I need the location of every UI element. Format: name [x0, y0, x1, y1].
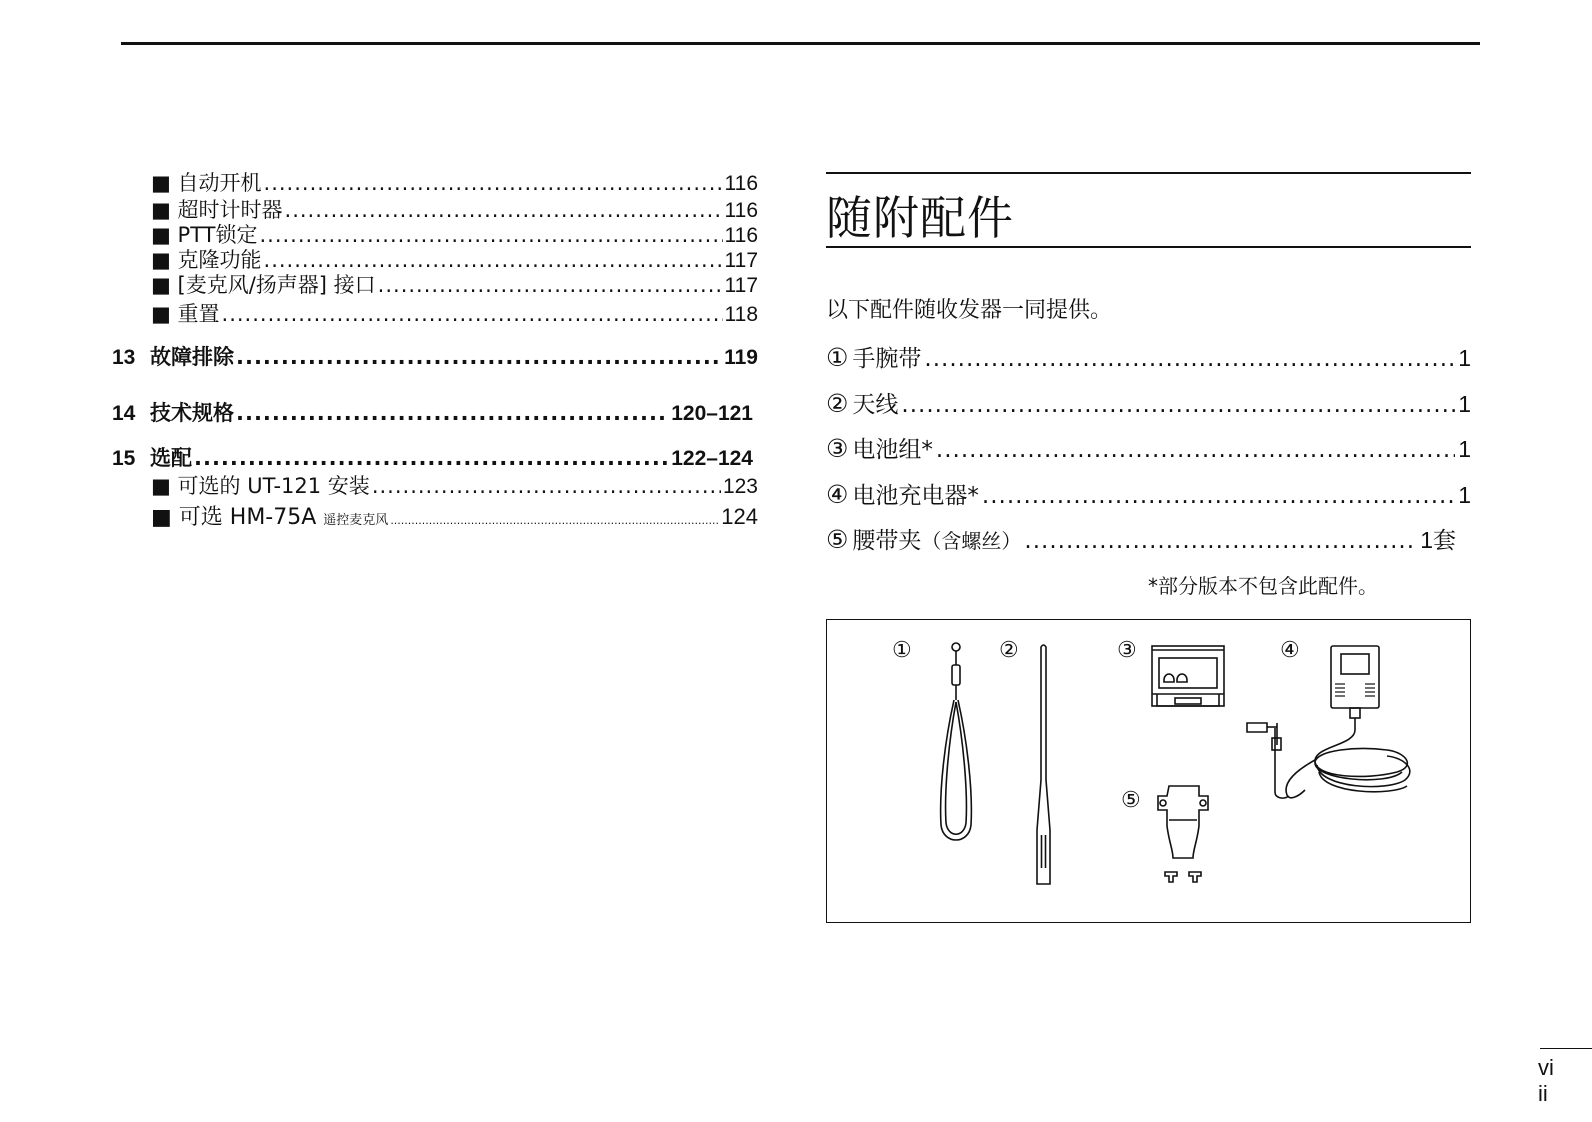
item-name: 电池组*	[852, 437, 933, 463]
toc-leader-dots	[259, 222, 722, 248]
antenna-drawing	[1037, 645, 1050, 884]
item-name: 电池充电器*	[852, 483, 979, 509]
figure-label-2: ②	[999, 638, 1019, 663]
page-number-line-2: ii	[1538, 1081, 1548, 1106]
item-marker: ③	[826, 434, 849, 463]
toc-leader-dots	[390, 508, 719, 534]
accessory-item	[826, 525, 1456, 556]
toc-entry-label-small: 遥控麦克风	[323, 513, 389, 528]
accessory-item	[826, 389, 1471, 420]
toc-chapter-number: 13	[112, 346, 136, 369]
toc-chapter-number: 15	[112, 447, 136, 470]
toc-entry[interactable]	[151, 247, 758, 274]
toc-entry[interactable]	[151, 222, 758, 249]
accessories-intro: 以下配件随收发器一同提供。	[826, 298, 1113, 323]
toc-leader-dots	[236, 344, 722, 370]
section-rule-top	[826, 172, 1471, 174]
toc-chapter-page: 119	[724, 346, 758, 369]
page-number-rule	[1540, 1048, 1592, 1049]
toc-leader-dots	[194, 445, 669, 471]
item-marker: ②	[826, 389, 849, 418]
item-qty: 1	[1458, 436, 1471, 462]
leader-dots	[924, 344, 1455, 374]
toc-entry-label: ■ 克隆功能	[151, 247, 262, 273]
toc-entry[interactable]	[151, 504, 758, 534]
item-name: 天线	[852, 392, 899, 418]
toc-entry-label: ■ 重置	[151, 301, 220, 327]
accessory-item	[826, 480, 1471, 511]
item-marker: ⑤	[826, 525, 849, 554]
toc-entry-label: ■ PTT锁定	[151, 222, 257, 248]
item-name: 手腕带	[852, 346, 922, 372]
item-qty: 1	[1458, 345, 1471, 371]
toc-entry[interactable]	[151, 197, 758, 224]
item-name: 腰带夹	[852, 528, 922, 554]
leader-dots	[982, 481, 1455, 511]
toc-leader-dots	[236, 400, 669, 426]
item-marker: ①	[826, 343, 849, 372]
toc-entry-page: 117	[724, 249, 758, 272]
battery-pack-drawing	[1152, 646, 1224, 706]
item-name-note: （含螺丝）	[921, 529, 1022, 553]
toc-entry[interactable]	[151, 272, 758, 299]
toc-chapter-page: 122–124	[671, 447, 753, 470]
toc-chapter-number: 14	[112, 402, 136, 425]
toc-chapter[interactable]	[112, 344, 758, 371]
toc-chapter-title: 选配	[150, 446, 192, 470]
figure-label-4: ④	[1280, 638, 1300, 663]
leader-dots	[1024, 526, 1417, 556]
toc-leader-dots	[372, 473, 721, 499]
toc-leader-dots	[285, 197, 723, 223]
item-qty: 1套	[1420, 527, 1456, 553]
toc-chapter[interactable]	[112, 400, 753, 427]
toc-entry-page: 123	[722, 475, 758, 498]
figure-label-3: ③	[1117, 638, 1137, 663]
item-qty: 1	[1458, 391, 1471, 417]
accessory-item	[826, 343, 1471, 374]
toc-entry-page: 116	[724, 224, 758, 247]
figure-label-5: ⑤	[1121, 788, 1141, 813]
leader-dots	[901, 390, 1455, 420]
toc-entry[interactable]	[151, 170, 758, 197]
toc-leader-dots	[264, 170, 723, 196]
toc-entry-page: 118	[724, 303, 758, 326]
toc-chapter-title: 技术规格	[150, 401, 234, 425]
accessory-item	[826, 434, 1471, 465]
leader-dots	[936, 435, 1455, 465]
toc-chapter-title: 故障排除	[150, 345, 234, 369]
footnote: *部分版本不包含此配件。	[1148, 574, 1378, 598]
toc-chapter-page: 120–121	[671, 402, 753, 425]
section-rule-bottom	[826, 246, 1471, 248]
wrist-strap-drawing	[941, 643, 972, 840]
toc-entry-label: ■ 可选的 UT-121 安装	[151, 473, 370, 499]
toc-chapter[interactable]	[112, 445, 753, 472]
toc-entry-label: ■ [麦克风/扬声器] 接口	[151, 272, 376, 298]
toc-entry-label: ■ 超时计时器	[151, 197, 283, 223]
item-marker: ④	[826, 480, 849, 509]
page-number-line-1: vi	[1538, 1055, 1554, 1080]
belt-clip-drawing	[1158, 786, 1208, 882]
toc-entry-page: 117	[724, 274, 758, 297]
toc-entry-label: 可选 HM-75A	[178, 505, 317, 530]
toc-leader-dots	[378, 272, 723, 298]
toc-entry-label: ■ 自动开机	[151, 170, 262, 196]
item-qty: 1	[1458, 482, 1471, 508]
toc-entry-page: 116	[724, 172, 758, 195]
accessories-illustration	[827, 620, 1470, 922]
header-rule	[121, 42, 1480, 45]
toc-entry-page: 124	[721, 504, 758, 529]
toc-entry[interactable]	[151, 301, 758, 328]
section-title: 随附配件	[826, 191, 1014, 245]
toc-entry[interactable]	[151, 473, 758, 500]
toc-leader-dots	[222, 301, 723, 327]
figure-label-1: ①	[892, 638, 912, 663]
toc-entry-page: 116	[724, 199, 758, 222]
accessories-figure	[826, 619, 1471, 923]
charger-drawing	[1247, 646, 1410, 798]
toc-leader-dots	[264, 247, 723, 273]
